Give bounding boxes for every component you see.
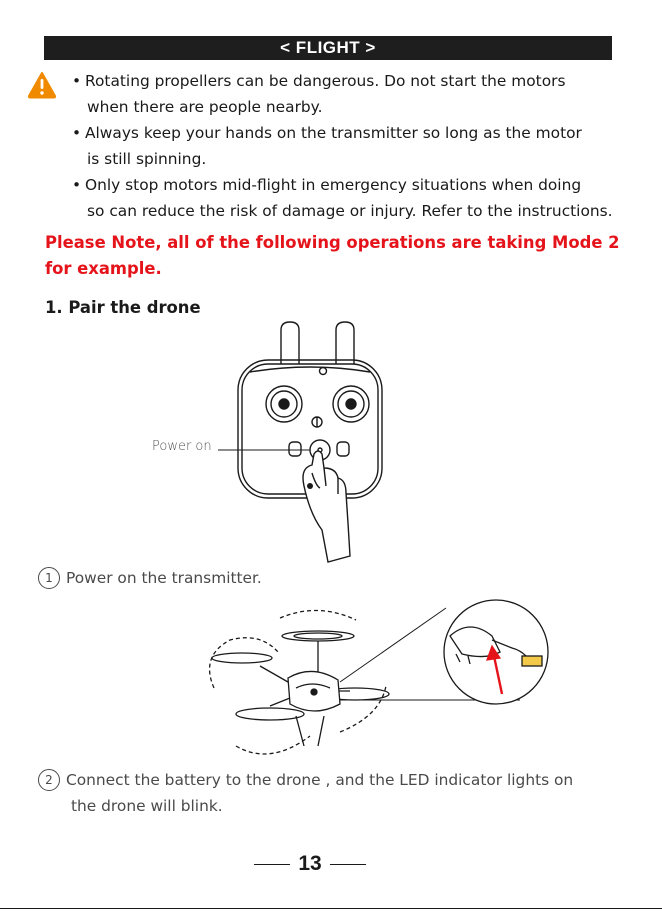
step-number-badge: 1 [38, 567, 60, 589]
page-number-value: 13 [298, 852, 322, 875]
warning-bullet: • Always keep your hands on the transmitter so long as the motor is still spinning. [72, 120, 652, 172]
page-number [254, 852, 366, 876]
warning-triangle-icon [27, 71, 57, 99]
safety-warning-list [72, 68, 652, 224]
page-number-rule [330, 864, 366, 865]
step-2: 2 Connect the battery to the drone , and the LED indicator lights on the drone will blink. [38, 767, 638, 819]
step-1: 1 Power on the transmitter. [38, 565, 262, 591]
section-heading: 1. Pair the drone [45, 298, 201, 317]
section-title: < FLIGHT > [280, 38, 376, 57]
mode-note: Please Note, all of the following operations are taking Mode 2 for example. [45, 233, 620, 278]
power-on-label: Power on [152, 439, 212, 454]
page-number-rule [254, 864, 290, 865]
section-header-bar [44, 36, 612, 60]
drone-battery-illustration [200, 596, 550, 764]
warning-bullet: • Rotating propellers can be dangerous. Do not start the motors when there are people nearby. [72, 68, 652, 120]
warning-bullet: • Only stop motors mid-flight in emergency situations when doing so can reduce the risk of damage or injury. Refer to the instructions. [72, 172, 652, 224]
bottom-rule [0, 908, 662, 909]
step-number-badge: 2 [38, 769, 60, 791]
